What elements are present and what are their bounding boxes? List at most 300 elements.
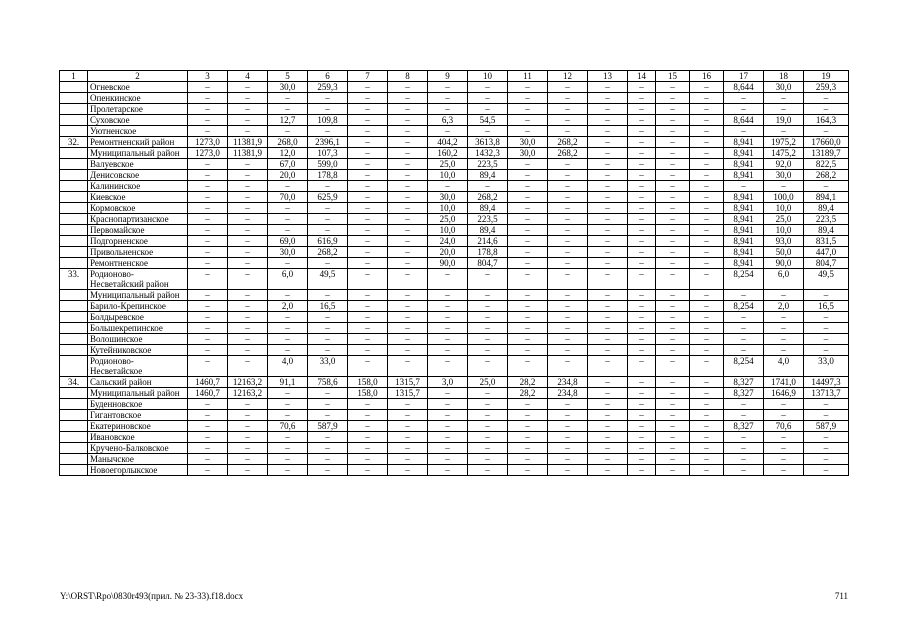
value-cell: – xyxy=(188,334,228,345)
value-cell: 447,0 xyxy=(804,247,849,258)
column-header: 1 xyxy=(60,71,88,82)
value-cell: – xyxy=(628,236,656,247)
value-cell: – xyxy=(188,345,228,356)
value-cell: – xyxy=(188,258,228,269)
value-cell: 30,0 xyxy=(508,148,548,159)
value-cell: – xyxy=(508,345,548,356)
row-number-cell xyxy=(60,214,88,225)
value-cell: – xyxy=(468,104,508,115)
value-cell: – xyxy=(690,148,724,159)
value-cell: – xyxy=(428,432,468,443)
value-cell: – xyxy=(388,170,428,181)
value-cell: – xyxy=(548,225,588,236)
value-cell: – xyxy=(468,82,508,93)
value-cell: 4,0 xyxy=(764,356,804,377)
value-cell: – xyxy=(548,170,588,181)
value-cell: – xyxy=(468,323,508,334)
value-cell: – xyxy=(690,388,724,399)
value-cell: – xyxy=(308,388,348,399)
name-cell: Гигантовское xyxy=(88,410,188,421)
value-cell: – xyxy=(348,181,388,192)
value-cell: 894,1 xyxy=(804,192,849,203)
value-cell: 804,7 xyxy=(468,258,508,269)
value-cell: 10,0 xyxy=(428,170,468,181)
name-cell: Ремонтненский район xyxy=(88,137,188,148)
value-cell: – xyxy=(188,126,228,137)
value-cell: – xyxy=(588,290,628,301)
value-cell: 25,0 xyxy=(764,214,804,225)
row-number-cell xyxy=(60,301,88,312)
value-cell: – xyxy=(188,236,228,247)
table-row xyxy=(60,269,849,290)
row-number-cell xyxy=(60,323,88,334)
value-cell: – xyxy=(804,93,849,104)
value-cell: – xyxy=(628,137,656,148)
value-cell: – xyxy=(690,247,724,258)
value-cell: – xyxy=(764,399,804,410)
name-cell: Краснопартизанское xyxy=(88,214,188,225)
value-cell: – xyxy=(764,181,804,192)
value-cell: – xyxy=(804,399,849,410)
column-header: 18 xyxy=(764,71,804,82)
value-cell: 12163,2 xyxy=(228,377,268,388)
row-number-cell xyxy=(60,236,88,247)
value-cell: – xyxy=(268,323,308,334)
value-cell: – xyxy=(508,126,548,137)
row-number-cell xyxy=(60,148,88,159)
row-number-cell xyxy=(60,192,88,203)
value-cell: – xyxy=(690,214,724,225)
table-row xyxy=(60,170,849,181)
value-cell: – xyxy=(588,258,628,269)
value-cell: – xyxy=(690,454,724,465)
value-cell: – xyxy=(690,432,724,443)
value-cell: – xyxy=(428,356,468,377)
value-cell: – xyxy=(508,181,548,192)
value-cell: – xyxy=(656,323,690,334)
value-cell: – xyxy=(508,301,548,312)
value-cell: – xyxy=(548,454,588,465)
value-cell: – xyxy=(388,148,428,159)
value-cell: – xyxy=(188,301,228,312)
row-number-cell xyxy=(60,115,88,126)
value-cell: – xyxy=(388,269,428,290)
value-cell: – xyxy=(348,126,388,137)
value-cell: – xyxy=(388,465,428,476)
value-cell: – xyxy=(628,377,656,388)
value-cell: – xyxy=(588,454,628,465)
value-cell: 10,0 xyxy=(764,225,804,236)
value-cell: – xyxy=(628,290,656,301)
value-cell: – xyxy=(724,345,764,356)
value-cell: – xyxy=(690,356,724,377)
value-cell: – xyxy=(468,421,508,432)
table-row xyxy=(60,126,849,137)
value-cell: – xyxy=(764,290,804,301)
value-cell: – xyxy=(588,377,628,388)
value-cell: – xyxy=(548,323,588,334)
value-cell: – xyxy=(548,236,588,247)
value-cell: – xyxy=(804,443,849,454)
value-cell: – xyxy=(508,159,548,170)
value-cell: 223,5 xyxy=(804,214,849,225)
value-cell: – xyxy=(228,104,268,115)
value-cell: – xyxy=(656,181,690,192)
table-row xyxy=(60,236,849,247)
table-row xyxy=(60,312,849,323)
value-cell: 587,9 xyxy=(308,421,348,432)
value-cell: – xyxy=(690,225,724,236)
value-cell: 158,0 xyxy=(348,377,388,388)
value-cell: – xyxy=(348,115,388,126)
value-cell: 70,0 xyxy=(268,192,308,203)
value-cell: 1460,7 xyxy=(188,388,228,399)
value-cell: – xyxy=(764,93,804,104)
value-cell: – xyxy=(764,323,804,334)
value-cell: – xyxy=(628,104,656,115)
row-number-cell xyxy=(60,465,88,476)
value-cell: – xyxy=(348,301,388,312)
value-cell: – xyxy=(804,334,849,345)
value-cell: 89,4 xyxy=(804,225,849,236)
value-cell: – xyxy=(656,399,690,410)
value-cell: 8,941 xyxy=(724,137,764,148)
value-cell: – xyxy=(628,399,656,410)
value-cell: 8,941 xyxy=(724,203,764,214)
value-cell: 3613,8 xyxy=(468,137,508,148)
value-cell: – xyxy=(228,115,268,126)
value-cell: 234,8 xyxy=(548,377,588,388)
value-cell: – xyxy=(348,421,388,432)
column-header: 15 xyxy=(656,71,690,82)
table-row xyxy=(60,115,849,126)
name-cell: Подгорненское xyxy=(88,236,188,247)
value-cell: – xyxy=(228,312,268,323)
value-cell: – xyxy=(548,82,588,93)
value-cell: 8,327 xyxy=(724,421,764,432)
value-cell: 831,5 xyxy=(804,236,849,247)
value-cell: – xyxy=(588,356,628,377)
column-header: 5 xyxy=(268,71,308,82)
table-row xyxy=(60,181,849,192)
value-cell: – xyxy=(690,410,724,421)
name-cell: Муниципальный район xyxy=(88,148,188,159)
value-cell: – xyxy=(188,203,228,214)
column-header: 2 xyxy=(88,71,188,82)
value-cell: 8,941 xyxy=(724,214,764,225)
value-cell: – xyxy=(508,82,548,93)
row-number-cell xyxy=(60,454,88,465)
name-cell: Манычское xyxy=(88,454,188,465)
value-cell: – xyxy=(690,181,724,192)
value-cell: 8,941 xyxy=(724,159,764,170)
table-row xyxy=(60,192,849,203)
value-cell: – xyxy=(308,104,348,115)
value-cell: – xyxy=(228,159,268,170)
value-cell: 1432,3 xyxy=(468,148,508,159)
value-cell: – xyxy=(508,225,548,236)
value-cell: – xyxy=(348,170,388,181)
value-cell: 3,0 xyxy=(428,377,468,388)
value-cell: – xyxy=(656,356,690,377)
value-cell: – xyxy=(468,126,508,137)
value-cell: – xyxy=(348,345,388,356)
value-cell: – xyxy=(268,410,308,421)
value-cell: – xyxy=(690,170,724,181)
value-cell: – xyxy=(804,104,849,115)
table-row xyxy=(60,258,849,269)
name-cell: Родионово-Несветайский район xyxy=(88,269,188,290)
value-cell: – xyxy=(508,454,548,465)
value-cell: 1315,7 xyxy=(388,377,428,388)
value-cell: – xyxy=(468,356,508,377)
value-cell: – xyxy=(690,334,724,345)
value-cell: – xyxy=(628,323,656,334)
value-cell: – xyxy=(548,181,588,192)
value-cell: 13713,7 xyxy=(804,388,849,399)
value-cell: – xyxy=(548,93,588,104)
value-cell: – xyxy=(468,399,508,410)
table-row xyxy=(60,443,849,454)
value-cell: – xyxy=(268,443,308,454)
value-cell: – xyxy=(804,181,849,192)
table-row xyxy=(60,93,849,104)
value-cell: 89,4 xyxy=(468,170,508,181)
row-number-cell: 33. xyxy=(60,269,88,290)
value-cell: – xyxy=(588,323,628,334)
value-cell: – xyxy=(388,159,428,170)
value-cell: 20,0 xyxy=(428,247,468,258)
value-cell: 178,8 xyxy=(468,247,508,258)
value-cell: – xyxy=(388,312,428,323)
row-number-cell xyxy=(60,356,88,377)
column-header: 9 xyxy=(428,71,468,82)
value-cell: 91,1 xyxy=(268,377,308,388)
value-cell: – xyxy=(588,443,628,454)
value-cell: – xyxy=(548,192,588,203)
value-cell: – xyxy=(588,388,628,399)
data-table xyxy=(59,70,849,476)
value-cell: – xyxy=(468,443,508,454)
value-cell: – xyxy=(508,170,548,181)
value-cell: 8,941 xyxy=(724,236,764,247)
value-cell: 25,0 xyxy=(428,159,468,170)
value-cell: – xyxy=(724,454,764,465)
value-cell: 92,0 xyxy=(764,159,804,170)
value-cell: – xyxy=(548,465,588,476)
name-cell: Муниципальный район xyxy=(88,290,188,301)
table-row xyxy=(60,377,849,388)
value-cell: – xyxy=(308,225,348,236)
value-cell: – xyxy=(656,137,690,148)
value-cell: – xyxy=(548,214,588,225)
value-cell: – xyxy=(690,126,724,137)
value-cell: – xyxy=(268,334,308,345)
value-cell: – xyxy=(308,312,348,323)
value-cell: 223,5 xyxy=(468,159,508,170)
value-cell: – xyxy=(548,345,588,356)
value-cell: – xyxy=(628,443,656,454)
value-cell: 214,6 xyxy=(468,236,508,247)
value-cell: 8,327 xyxy=(724,388,764,399)
value-cell: 268,2 xyxy=(308,247,348,258)
value-cell: – xyxy=(468,312,508,323)
value-cell: – xyxy=(690,345,724,356)
value-cell: 8,644 xyxy=(724,82,764,93)
value-cell: – xyxy=(348,203,388,214)
value-cell: – xyxy=(348,410,388,421)
value-cell: – xyxy=(348,225,388,236)
column-header: 13 xyxy=(588,71,628,82)
column-header: 14 xyxy=(628,71,656,82)
value-cell: – xyxy=(388,126,428,137)
value-cell: – xyxy=(628,214,656,225)
value-cell: – xyxy=(308,258,348,269)
value-cell: – xyxy=(508,192,548,203)
value-cell: – xyxy=(628,148,656,159)
value-cell: 4,0 xyxy=(268,356,308,377)
value-cell: – xyxy=(656,104,690,115)
value-cell: – xyxy=(724,410,764,421)
value-cell: – xyxy=(724,290,764,301)
value-cell: – xyxy=(268,203,308,214)
row-number-cell xyxy=(60,312,88,323)
value-cell: – xyxy=(348,148,388,159)
value-cell: – xyxy=(428,410,468,421)
value-cell: – xyxy=(588,421,628,432)
value-cell: – xyxy=(690,465,724,476)
column-header: 8 xyxy=(388,71,428,82)
value-cell: – xyxy=(308,93,348,104)
table-row xyxy=(60,290,849,301)
value-cell: 30,0 xyxy=(508,137,548,148)
value-cell: – xyxy=(228,345,268,356)
value-cell: – xyxy=(348,356,388,377)
value-cell: – xyxy=(690,312,724,323)
value-cell: – xyxy=(690,115,724,126)
value-cell: – xyxy=(588,148,628,159)
value-cell: – xyxy=(188,115,228,126)
value-cell: – xyxy=(628,181,656,192)
value-cell: – xyxy=(548,410,588,421)
value-cell: 6,0 xyxy=(764,269,804,290)
name-cell: Валуевское xyxy=(88,159,188,170)
value-cell: – xyxy=(228,181,268,192)
table-row xyxy=(60,82,849,93)
value-cell: 599,0 xyxy=(308,159,348,170)
row-number-cell xyxy=(60,181,88,192)
value-cell: 13189,7 xyxy=(804,148,849,159)
value-cell: – xyxy=(388,432,428,443)
value-cell: 8,941 xyxy=(724,192,764,203)
value-cell: – xyxy=(764,465,804,476)
value-cell: – xyxy=(656,465,690,476)
value-cell: – xyxy=(388,356,428,377)
value-cell: – xyxy=(228,225,268,236)
row-number-cell xyxy=(60,247,88,258)
value-cell: – xyxy=(656,126,690,137)
value-cell: – xyxy=(656,443,690,454)
value-cell: – xyxy=(308,290,348,301)
value-cell: – xyxy=(628,388,656,399)
value-cell: – xyxy=(764,126,804,137)
value-cell: – xyxy=(508,410,548,421)
name-cell: Родионово-Несветайское xyxy=(88,356,188,377)
value-cell: – xyxy=(188,356,228,377)
value-cell: 8,941 xyxy=(724,225,764,236)
name-cell: Волошинское xyxy=(88,334,188,345)
value-cell: – xyxy=(628,269,656,290)
value-cell: – xyxy=(690,159,724,170)
value-cell: – xyxy=(468,290,508,301)
value-cell: 28,2 xyxy=(508,377,548,388)
column-header: 19 xyxy=(804,71,849,82)
value-cell: – xyxy=(308,410,348,421)
value-cell: – xyxy=(588,345,628,356)
value-cell: – xyxy=(348,443,388,454)
row-number-cell xyxy=(60,399,88,410)
value-cell: 223,5 xyxy=(468,214,508,225)
value-cell: – xyxy=(228,269,268,290)
value-cell: 89,4 xyxy=(468,203,508,214)
value-cell: – xyxy=(548,443,588,454)
value-cell: – xyxy=(348,236,388,247)
value-cell: 1646,9 xyxy=(764,388,804,399)
value-cell: – xyxy=(588,170,628,181)
value-cell: – xyxy=(428,312,468,323)
value-cell: – xyxy=(804,345,849,356)
table-row xyxy=(60,356,849,377)
value-cell: – xyxy=(508,399,548,410)
value-cell: – xyxy=(656,225,690,236)
value-cell: 33,0 xyxy=(308,356,348,377)
value-cell: – xyxy=(656,258,690,269)
value-cell: – xyxy=(268,312,308,323)
value-cell: – xyxy=(428,345,468,356)
value-cell: 70,6 xyxy=(268,421,308,432)
value-cell: – xyxy=(548,104,588,115)
value-cell: – xyxy=(508,421,548,432)
value-cell: – xyxy=(388,290,428,301)
value-cell: – xyxy=(228,410,268,421)
value-cell: 10,0 xyxy=(428,225,468,236)
value-cell: 17660,0 xyxy=(804,137,849,148)
value-cell: – xyxy=(388,345,428,356)
row-number-cell xyxy=(60,159,88,170)
value-cell: 1975,2 xyxy=(764,137,804,148)
value-cell: – xyxy=(188,181,228,192)
value-cell: – xyxy=(628,432,656,443)
value-cell: – xyxy=(764,432,804,443)
value-cell: – xyxy=(348,93,388,104)
value-cell: – xyxy=(188,312,228,323)
column-header: 6 xyxy=(308,71,348,82)
value-cell: – xyxy=(388,258,428,269)
value-cell: – xyxy=(188,93,228,104)
value-cell: 12,0 xyxy=(268,148,308,159)
value-cell: – xyxy=(508,432,548,443)
value-cell: – xyxy=(588,159,628,170)
table-header-row xyxy=(60,71,849,82)
row-number-cell xyxy=(60,443,88,454)
value-cell: – xyxy=(188,82,228,93)
value-cell: – xyxy=(188,104,228,115)
value-cell: 8,941 xyxy=(724,258,764,269)
value-cell: 49,5 xyxy=(804,269,849,290)
name-cell: Пролетарское xyxy=(88,104,188,115)
value-cell: – xyxy=(468,301,508,312)
value-cell: 8,254 xyxy=(724,356,764,377)
